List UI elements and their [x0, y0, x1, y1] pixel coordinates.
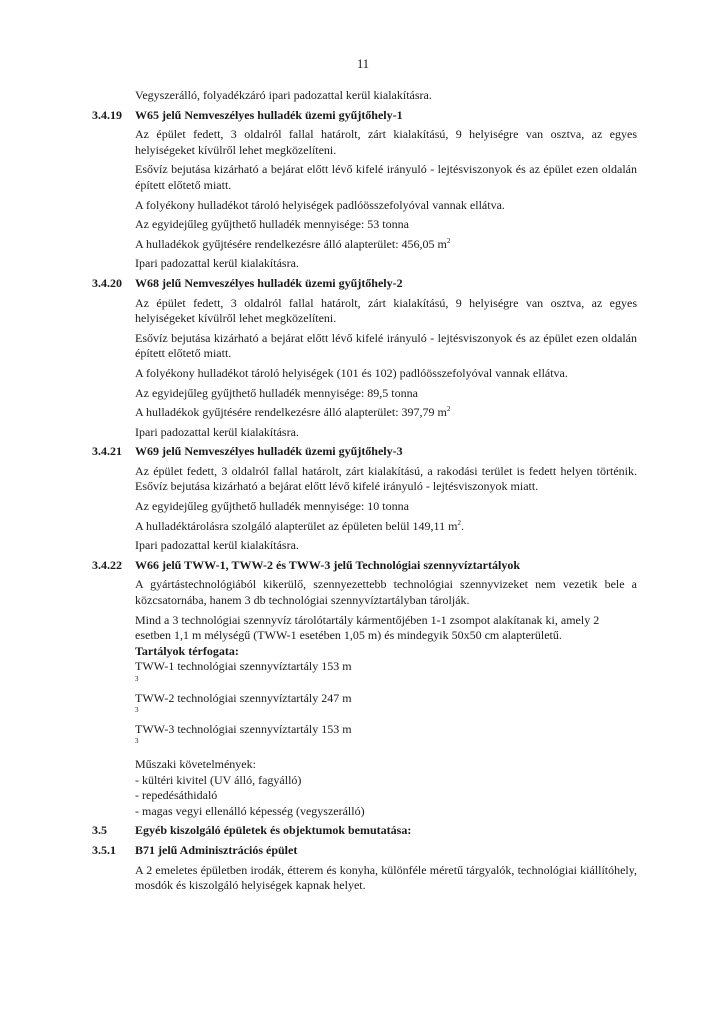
- paragraph: Az egyidejűleg gyűjthető hulladék mennyisége: 89,5 tonna: [135, 385, 418, 400]
- section-number: 3.4.21: [92, 444, 122, 459]
- section-title: W68 jelű Nemveszélyes hulladék üzemi gyűjtőhely-2: [135, 275, 403, 290]
- section-number: 3.5: [92, 823, 107, 838]
- paragraph: Az épület fedett, 3 oldalról fallal határolt, zárt kialakítású, 9 helyiségre van osztva, az egyes helyiségeket kívülről lehet megközelíteni.: [135, 127, 637, 157]
- section-heading-3-4-22: [92, 558, 637, 574]
- paragraph: Esővíz bejutása kizárható a bejárat előtt lévő kifelé irányuló - lejtésviszonyok és az épület ezen oldalán épített előtető miatt.: [135, 162, 637, 192]
- section-number: 3.5.1: [92, 842, 116, 857]
- document-body: [92, 88, 637, 898]
- paragraph: A 2 emeletes épületben irodák, étterem és konyha, különféle méretű tárgyalók, technológiai kiállítóhely, mosdók és kiszolgáló helyiségek kapnak helyet.: [135, 862, 637, 893]
- section-title: B71 jelű Adminisztrációs épület: [135, 842, 298, 857]
- paragraph: Ipari padozattal kerül kialakításra.: [135, 256, 299, 271]
- list-item: TWW-3 technológiai szennyvíztartály 153 m $^3$: [135, 721, 352, 746]
- list-item: - kültéri kivitel (UV álló, fagyálló): [135, 772, 302, 787]
- section-number: 3.4.19: [92, 107, 122, 122]
- paragraph: Az egyidejűleg gyűjthető hulladék mennyisége: 53 tonna: [135, 217, 409, 232]
- paragraph: A folyékony hulladékot tároló helyiségek padlóösszefolyóval vannak ellátva.: [135, 197, 505, 212]
- paragraph: A hulladékok gyűjtésére rendelkezésre álló alapterület: 456,05 $m^2$: [135, 236, 451, 251]
- paragraph: Ipari padozattal kerül kialakításra.: [135, 538, 299, 553]
- list-item: - repedésáthidaló: [135, 788, 218, 803]
- section-heading-3-5-1: [92, 843, 637, 859]
- list-item: TWW-2 technológiai szennyvíztartály 247 m $^3$: [135, 690, 352, 715]
- tank-volume-list: [135, 659, 637, 753]
- section-heading-3-5: [92, 823, 637, 839]
- paragraph: Az egyidejűleg gyűjthető hulladék mennyisége: 10 tonna: [135, 499, 409, 514]
- section-title: W65 jelű Nemveszélyes hulladék üzemi gyűjtőhely-1: [135, 107, 403, 122]
- paragraph: A gyártástechnológiából kikerülő, szennyezettebb technológiai szennyvizeket nem vezetik bele a közcsatornába, hanem 3 db technológiai szennyvíztartályban tárolják.: [135, 577, 637, 608]
- paragraph: Ipari padozattal kerül kialakításra.: [135, 424, 299, 439]
- paragraph: Mind a 3 technológiai szennyvíz tárolótartály kármentőjében 1-1 zsompot alakítanak ki, amely 2 esetben 1,1 m mélységű (TWW-1 esetében 1,05 m) és mindegyik 50x50 cm alapterületű.: [135, 612, 600, 643]
- section-title: Egyéb kiszolgáló épületek és objektumok bemutatása:: [135, 823, 412, 838]
- section-title: W69 jelű Nemveszélyes hulladék üzemi gyűjtőhely-3: [135, 444, 403, 459]
- page-number: 11: [356, 57, 370, 71]
- section-heading-3-4-21: [92, 444, 637, 460]
- paragraph: Az épület fedett, 3 oldalról fallal határolt, zárt kialakítású, a rakodási terület is fedett helyen történik. Esővíz bejutása kizárható a bejárat előtt lévő kifelé irányuló - lejtésviszonyok miatt.: [135, 463, 637, 494]
- list-item: - magas vegyi ellenálló képesség (vegyszerálló): [135, 803, 365, 818]
- section-number: 3.4.22: [92, 557, 122, 572]
- section-title: W66 jelű TWW-1, TWW-2 és TWW-3 jelű Technológiai szennyvíztartályok: [135, 557, 521, 572]
- paragraph: A hulladékok gyűjtésére rendelkezésre álló alapterület: 397,79 $m^2$: [135, 405, 451, 420]
- tank-volume-heading: Tartályok térfogata:: [135, 643, 239, 658]
- section-heading-3-4-20: [92, 276, 637, 292]
- paragraph: Az épület fedett, 3 oldalról fallal határolt, zárt kialakítású, 9 helyiségre van osztva, az egyes helyiségeket kívülről lehet megközelíteni.: [135, 295, 637, 326]
- paragraph: Esővíz bejutása kizárható a bejárat előtt lévő kifelé irányuló - lejtésviszonyok és az épület ezen oldalán épített előtető miatt.: [135, 330, 637, 361]
- section-number: 3.4.20: [92, 275, 122, 290]
- paragraph: A folyékony hulladékot tároló helyiségek (101 és 102) padlóösszefolyóval vannak ellátva.: [135, 365, 568, 380]
- requirements-list: [135, 773, 637, 820]
- paragraph: A hulladéktárolásra szolgáló alapterület az épületen belül 149,11 $m^2$.: [135, 518, 464, 533]
- intro-line: Vegyszerálló, folyadékzáró ipari padozattal kerül kialakításra.: [135, 88, 432, 102]
- requirements-heading: Műszaki követelmények:: [135, 756, 256, 771]
- list-item: TWW-1 technológiai szennyvíztartály 153 m $^3$: [135, 659, 352, 683]
- section-heading-3-4-19: [92, 108, 637, 124]
